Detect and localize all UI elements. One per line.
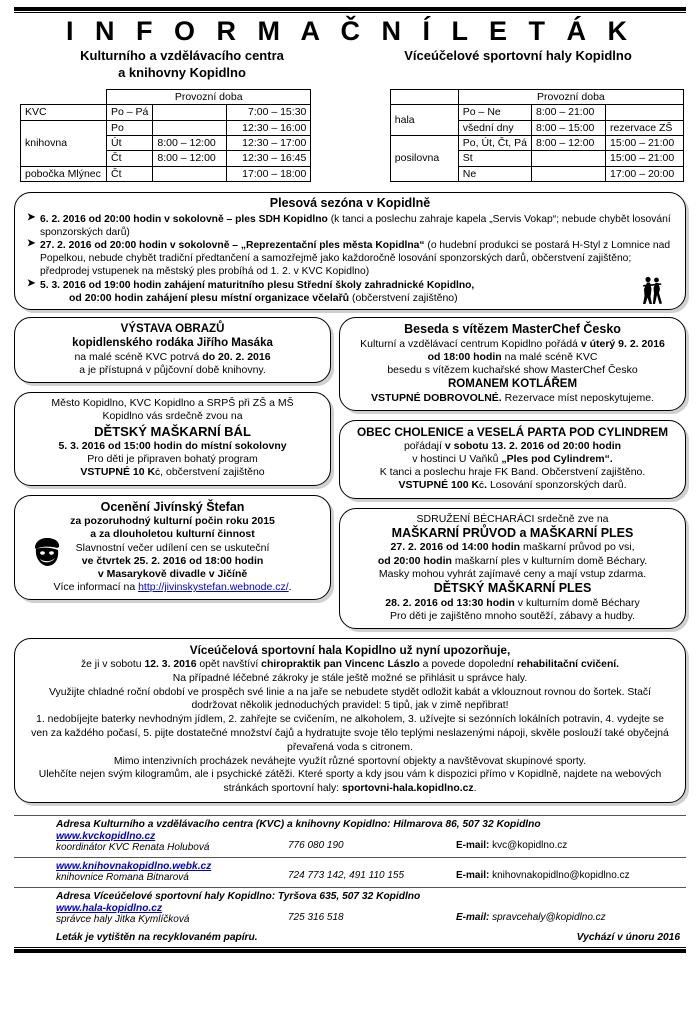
contact-row — [14, 831, 686, 853]
footer-divider — [14, 887, 686, 888]
beseda-title: Beseda s vítězem MasterChef Česko — [404, 321, 621, 336]
becharaci-line7-a: v kulturním domě Béchary — [514, 596, 640, 609]
contact-person: knihovnice Romana Bitnarová — [56, 872, 189, 884]
cell-time2: rezervace ZŠ — [606, 120, 684, 135]
footer-divider — [14, 857, 686, 858]
contact-phone: 776 080 190 — [288, 840, 344, 852]
events-column-left — [14, 317, 331, 600]
footer-divider — [14, 815, 686, 816]
hall-notice-p4: 1. nedobíjejte baterky nevhodným jídlem, 2. zahřejte se cvičením, ne alkoholem, 3. užívejte si sezónních lokálních potravin, 4. vydejte se ven za každého počasí, 5. pijte dostatečné množství čajů a hydratujte svoje tělo teplými neslazenými nápoji, skvěle poslouží také obyčejná převařená voda s citronem. — [31, 714, 669, 753]
email-label: E-mail: — [456, 912, 490, 924]
becharaci-line1: SDRUŽENÍ BÉCHARÁCI srdečně zve na — [416, 512, 609, 525]
ball-item-2-bold: 5. 3. 2016 od 19:00 hodin zahájení maturitního plesu Střední školy zahradnické Kopidlno, — [40, 279, 475, 291]
stefan-line5 — [23, 555, 322, 568]
becharaci-title: MAŠKARNÍ PRŮVOD a MAŠKARNÍ PLES — [391, 525, 634, 540]
cell-time1: 8:00 – 15:00 — [532, 120, 606, 135]
cell-day: Po – Ne — [458, 105, 531, 120]
empty-corner — [21, 89, 107, 104]
vystava-box — [14, 317, 331, 383]
cholenice-line2-a: pořádají — [403, 439, 445, 452]
ball-item-0-rest: (k tanci a poslechu zahraje kapela „Servis Vokap“; nebude chybět losování sponzorských darů) — [40, 213, 671, 238]
subheading-hala: Víceúčelové sportovní haly Kopidlno — [404, 48, 632, 64]
stefan-line4: Slavnostní večer udílení cen se uskuteční — [75, 541, 270, 554]
hall-notice-p1 — [31, 658, 669, 672]
contact-phone: 724 773 142, 491 110 155 — [288, 870, 405, 882]
detsky-maskarni-bal-box — [14, 392, 331, 485]
cell-morning — [153, 105, 227, 120]
ball-season-box — [14, 192, 686, 310]
vystava-title-line1: VÝSTAVA OBRAZŮ — [120, 322, 225, 335]
arrow-bullet-icon: ➤ — [27, 238, 36, 250]
cell-day: Čt — [107, 166, 153, 181]
cholenice-line3 — [348, 453, 677, 466]
hala-hours-table — [390, 89, 684, 182]
stefan-line3-bold: a za dlouholetou kulturní činnost — [90, 528, 255, 541]
events-column-right — [339, 317, 686, 629]
hall-p6-end: . — [473, 783, 477, 795]
becharaci-title2: DĚTSKÝ MAŠKARNÍ PLES — [433, 581, 592, 596]
contact-email — [456, 861, 686, 881]
contact-email — [456, 903, 686, 923]
cell-day: St — [458, 151, 531, 166]
hall-website: sportovni-hala.kopidlno.cz — [341, 783, 474, 795]
hall-p1-c: opět navštíví — [196, 658, 262, 670]
email-address[interactable]: knihovnakopidlno@kopidlno.cz — [489, 870, 630, 882]
table-row — [21, 89, 311, 104]
bal-line6 — [23, 466, 322, 479]
stefan-line2-bold: za pozoruhodný kulturní počin roku 2015 — [70, 515, 275, 528]
vystava-line3-a: na malé scéně KVC potrvá — [74, 350, 203, 363]
events-columns — [14, 317, 686, 629]
table-row — [21, 105, 311, 120]
beseda-entry: VSTUPNÉ DOBROVOLNÉ. — [371, 391, 502, 404]
cell-time2 — [606, 105, 684, 120]
contact-person: koordinátor KVC Renata Holubová — [56, 842, 210, 854]
vystava-title-line2: kopidlenského rodáka Jiřího Masáka — [72, 337, 273, 350]
becharaci-line3-b: 27. 2. 2016 od 14:00 hodin — [390, 541, 521, 554]
hall-p1-person: chiropraktik pan Vincenc Lászlo — [261, 658, 420, 670]
email-label: E-mail: — [456, 840, 490, 852]
becharaci-line4 — [348, 555, 677, 568]
contact-email — [456, 831, 686, 851]
cholenice-line2 — [348, 440, 677, 453]
email-label: E-mail: — [456, 870, 490, 882]
issue-date-note: Vychází v únoru 2016 — [576, 932, 680, 944]
cell-day: Po, Út, Čt, Pá — [458, 135, 531, 150]
vystava-line4: a je přístupná v půjčovní době knihovny. — [79, 363, 266, 376]
kvc-hours-table — [20, 89, 311, 182]
page-title: I N F O R M A Č N Í L E T Á K — [65, 16, 634, 46]
address-kvc: Adresa Kulturního a vzdělávacího centra (KVC) a knihovny Kopidlno: Hilmarova 86, 507 32 Kopidlno — [56, 819, 541, 831]
hall-notice-p2: Na případné léčebné zákroky je stále ještě možné se přihlásit u správce haly. — [172, 672, 528, 684]
cell-day: Út — [107, 135, 153, 150]
cell-day: Čt — [107, 151, 153, 166]
beseda-line3: besedu s vítězem kuchařské show MasterChef Česko — [387, 364, 638, 377]
cholenice-line5 — [348, 479, 677, 492]
cell-morning: 8:00 – 12:00 — [153, 135, 227, 150]
cholenice-line4: K tanci a poslechu hraje FK Band. Občerstvení zajištěno. — [379, 466, 646, 479]
bal-title: DĚTSKÝ MAŠKARNÍ BÁL — [94, 423, 251, 439]
address-hala: Adresa Víceúčelové sportovní haly Kopidlno: Tyršova 635, 507 32 Kopidlno — [56, 891, 421, 903]
stefan-face-icon — [31, 536, 63, 568]
contact-identity — [56, 903, 288, 925]
leaflet-page — [0, 7, 700, 1011]
cell-morning — [153, 120, 227, 135]
becharaci-line5: Masky mohou vyhrát zajímavé ceny a mají vstup zdarma. — [378, 567, 647, 580]
row-label-pobocka: pobočka Mlýnec — [21, 166, 107, 181]
empty-corner — [390, 89, 458, 104]
stefan-line6-bold: v Masarykově divadle v Jičíně — [97, 568, 248, 580]
stefan-line7-end: . — [288, 581, 292, 594]
beseda-line4 — [348, 377, 677, 391]
cell-afternoon: 12:30 – 16:45 — [227, 151, 311, 166]
website-link-knihovna[interactable]: www.knihovnakopidlno.webk.cz — [56, 861, 212, 873]
cholenice-box — [339, 420, 686, 499]
table-row — [21, 120, 311, 135]
row-label-posilovna: posilovna — [390, 135, 458, 181]
jivinsky-stefan-link[interactable]: http://jivinskystefan.webnode.cz/ — [138, 581, 289, 594]
ball-season-last-line — [27, 292, 673, 305]
cell-time2: 15:00 – 21:00 — [606, 135, 684, 150]
cholenice-line5-rest: Losování sponzorských darů. — [487, 479, 627, 492]
arrow-bullet-icon: ➤ — [27, 277, 36, 289]
cell-morning: 8:00 – 12:00 — [153, 151, 227, 166]
hall-p1-a: že ji v sobotu — [80, 658, 145, 670]
opening-hours-tables — [14, 89, 686, 182]
cell-afternoon: 12:30 – 16:00 — [227, 120, 311, 135]
row-label-knihovna: knihovna — [21, 120, 107, 166]
hall-notice-title: Víceúčelová sportovní hala Kopidlno už nyní upozorňuje, — [189, 643, 511, 658]
sports-hall-notice-box — [14, 638, 686, 803]
beseda-masterchef-box — [339, 317, 686, 411]
email-address[interactable]: spravcehaly@kopidlno.cz — [489, 912, 606, 924]
website-link-hala[interactable]: www.hala-kopidlno.cz — [56, 903, 163, 915]
becharaci-line4-b: od 20:00 hodin — [377, 554, 452, 567]
becharaci-line7-b: 28. 2. 2016 od 13:30 hodin — [385, 596, 515, 609]
ball-season-title: Plesová sezóna v Kopidlně — [269, 196, 431, 211]
cholenice-line3-a: v hostinci U Vaňků — [412, 452, 502, 465]
cell-time1 — [532, 166, 606, 181]
beseda-line5 — [348, 392, 677, 405]
cell-afternoon: 17:00 – 18:00 — [227, 166, 311, 181]
hall-p6-a: Ulehčíte nejen svým kilogramům, ale i psychické zátěži. Které sporty a kdy jsou vám k dispozici přímo v Kopidlně, najdete na webových stránkách sportovní haly: — [38, 769, 662, 795]
beseda-guest-name: ROMANEM KOTLÁŘEM — [448, 378, 578, 391]
cholenice-entry: VSTUPNÉ 100 Kč. — [398, 479, 488, 492]
footer-contacts — [14, 815, 686, 943]
hall-notice-p3: Využijte chladné roční období ve prospěch své linie a na jaře se nebudete stydět odložit kabát a vklouznout rovnou do šortek. Stačí dodržovat několik jednoduchých pravidel: 5 tipů, jak v zimě nepřibrat! — [48, 686, 652, 712]
kvc-hours-header: Provozní doba — [107, 89, 311, 104]
jivinsky-stefan-box — [14, 495, 331, 601]
ball-season-list — [27, 213, 673, 292]
cell-day: Po — [107, 120, 153, 135]
bal-price: VSTUPNÉ 10 Kč — [80, 466, 161, 479]
ball-item-1-rest: (o hudební produkci se postará H‑Styl z Lomnice nad Popelkou, nebude chybět tradiční předtančení a samozřejmě jako každoročně losování sponzorských darů, občerstvení zajištěno; předprodej vstupenek na městský ples probíhá od 1. 2. v KVC Kopidlno) — [40, 240, 671, 278]
subheading-kvc — [14, 48, 350, 81]
bal-line4 — [23, 440, 322, 453]
recycled-paper-note: Leták je vytištěn na recyklovaném papíru. — [56, 932, 258, 944]
cell-afternoon: 12:30 – 17:00 — [227, 135, 311, 150]
ball-item-1-bold: 27. 2. 2016 od 20:00 hodin v sokolovně – „Reprezentační ples města Kopidlna“ — [40, 240, 425, 252]
becharaci-line7 — [348, 597, 677, 610]
stefan-title: Ocenění Jivínský Štefan — [100, 499, 245, 514]
cholenice-line3-b: „Ples pod Cylindrem“. — [501, 452, 613, 465]
hall-p1-date: 12. 3. 2016 — [144, 658, 197, 670]
row-label-kvc: KVC — [21, 105, 107, 120]
becharaci-line3-a: maškarní průvod po vsi, — [520, 541, 635, 554]
beseda-line1 — [348, 338, 677, 351]
kvc-table-wrap — [14, 89, 350, 182]
ball-season-last-rest: (občerstvení zajištěno) — [349, 291, 458, 304]
beseda-line2-b: od 18:00 hodin — [427, 350, 502, 363]
bottom-rule — [14, 947, 686, 953]
hall-notice-p5: Mimo intenzivních procházek neváhejte využít různé sportovní objekty a navštěvovat skupinové sporty. — [113, 755, 587, 767]
becharaci-box — [339, 508, 686, 630]
contact-identity — [56, 861, 288, 883]
stefan-line3 — [23, 528, 322, 541]
beseda-line1-b: v úterý 9. 2. 2016 — [580, 337, 665, 350]
list-item — [27, 239, 673, 279]
contact-identity — [56, 831, 288, 853]
stefan-line5-bold: ve čtvrtek 25. 2. 2016 od 18:00 hodin — [81, 554, 264, 567]
hall-p1-d: a povede dopolední — [419, 658, 517, 670]
bal-line5: Pro děti je připraven bohatý program — [87, 453, 258, 466]
bal-line2: Kopidlno vás srdečně zvou na — [102, 410, 243, 423]
row-label-hala: hala — [390, 105, 458, 136]
table-row — [390, 105, 683, 120]
cell-time1: 8:00 – 21:00 — [532, 105, 606, 120]
hala-table-wrap — [350, 89, 686, 182]
arrow-bullet-icon: ➤ — [27, 211, 36, 223]
hala-hours-header: Provozní doba — [458, 89, 683, 104]
ball-season-last-bold: od 20:00 hodin zahájení plesu místní organizace včelařů — [69, 291, 350, 304]
contact-phone: 725 316 518 — [288, 912, 344, 924]
beseda-line1-a: Kulturní a vzdělávací centrum Kopidlno pořádá — [360, 337, 581, 350]
becharaci-line4-a: maškarní ples v kulturním domě Béchary. — [451, 554, 648, 567]
stefan-line2 — [23, 515, 322, 528]
subheadings — [14, 48, 686, 81]
cell-morning — [153, 166, 227, 181]
dancing-couple-icon — [639, 275, 665, 305]
becharaci-line8: Pro děti je zajištěno mnoho soutěží, zábavy a hudby. — [390, 609, 635, 622]
cell-time1 — [532, 151, 606, 166]
vystava-line3-b: do 20. 2. 2016 — [202, 350, 271, 363]
vystava-line3 — [23, 351, 322, 364]
cholenice-title: OBEC CHOLENICE a VESELÁ PARTA POD CYLINDREM — [356, 424, 669, 439]
cell-afternoon: 7:00 – 15:30 — [227, 105, 311, 120]
cell-time2: 15:00 – 21:00 — [606, 151, 684, 166]
email-address[interactable]: kvc@kopidlno.cz — [489, 840, 568, 852]
footer-note-row — [14, 932, 686, 943]
subheading-kvc-line1: Kulturního a vzdělávacího centra — [80, 48, 284, 64]
table-row — [390, 89, 683, 104]
beseda-line5-rest: Rezervace míst neposkytujeme. — [501, 391, 655, 404]
cell-time1: 8:00 – 12:00 — [532, 135, 606, 150]
beseda-line2 — [348, 351, 677, 364]
bal-line1: Město Kopidlno, KVC Kopidlno a SRPŠ při ZŠ a MŠ — [51, 397, 294, 410]
table-row — [390, 135, 683, 150]
cell-day: Ne — [458, 166, 531, 181]
bal-line6-rest: , občerstvení zajištěno — [160, 466, 265, 479]
stefan-line6 — [23, 568, 322, 581]
list-item — [27, 279, 673, 292]
contact-row — [14, 903, 686, 925]
beseda-line2-a: na malé scéně KVC — [501, 350, 598, 363]
list-item — [27, 213, 673, 239]
cell-time2: 17:00 – 20:00 — [606, 166, 684, 181]
table-row — [21, 166, 311, 181]
cell-day: všední dny — [458, 120, 531, 135]
cell-day: Po – Pá — [107, 105, 153, 120]
hall-p1-activity: rehabilitační cvičení. — [516, 658, 620, 670]
subheading-kvc-line2: a knihovny Kopidlno — [118, 64, 246, 80]
cholenice-line2-b: v sobotu 13. 2. 2016 od 20:00 hodin — [444, 439, 622, 452]
becharaci-line3 — [348, 541, 677, 554]
hall-notice-p6 — [31, 768, 669, 796]
ball-item-0-bold: 6. 2. 2016 od 20:00 hodin v sokolovně – ples SDH Kopidlno — [40, 213, 328, 225]
website-link-kvc[interactable]: www.kvckopidlno.cz — [56, 831, 156, 843]
stefan-line7-a: Více informací na — [53, 581, 139, 594]
bal-line4-bold: 5. 3. 2016 od 15:00 hodin do místní sokolovny — [58, 439, 287, 452]
stefan-line7 — [23, 581, 322, 594]
contact-person: správce haly Jitka Kymlíčková — [56, 914, 190, 926]
contact-row — [14, 861, 686, 883]
